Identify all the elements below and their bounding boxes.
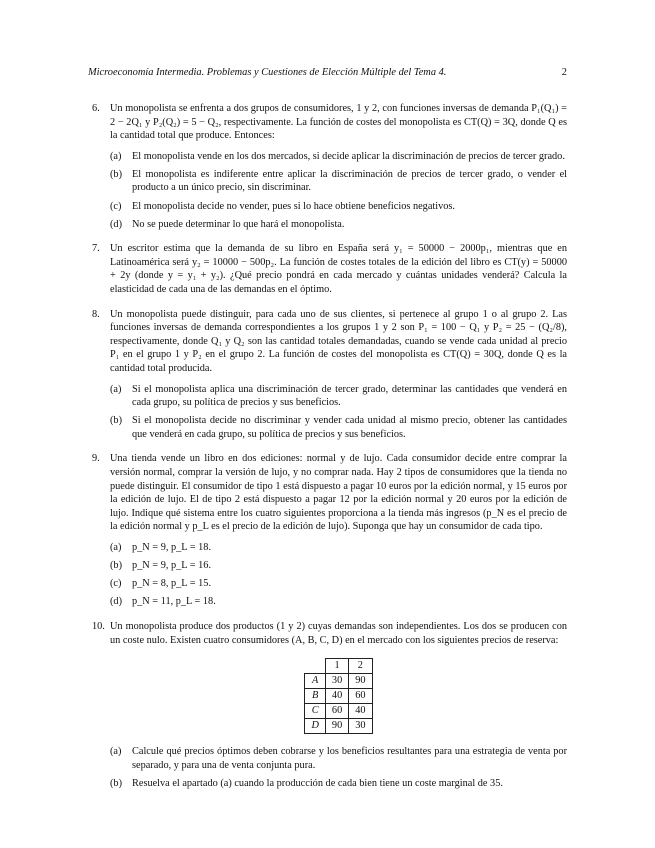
option-b [110, 414, 567, 441]
table-cell: 90 [325, 719, 348, 734]
option-label: (b) [110, 560, 123, 572]
table-header-row [305, 659, 372, 674]
consumer-cell: C [305, 704, 325, 719]
option-label: (d) [110, 596, 123, 608]
options [110, 541, 567, 609]
table-cell: 40 [349, 704, 372, 719]
option-c [110, 577, 567, 591]
option-d [110, 218, 567, 232]
table-cell: 30 [325, 674, 348, 689]
option-label: (b) [110, 415, 123, 427]
option-label: (d) [110, 218, 123, 230]
table-cell: 40 [325, 689, 348, 704]
option-label: (c) [110, 200, 122, 212]
option-c [110, 200, 567, 214]
consumer-cell: B [305, 689, 325, 704]
option-a [110, 150, 567, 164]
options [110, 383, 567, 442]
table-header: 1 [325, 659, 348, 674]
option-label: (b) [110, 168, 123, 180]
table-row [305, 704, 372, 719]
table-row [305, 689, 372, 704]
problem-7 [88, 242, 567, 296]
option-label: (c) [110, 578, 122, 590]
table-corner [305, 659, 325, 674]
options [110, 150, 567, 231]
option-label: (a) [110, 150, 122, 162]
option-text: El monopolista es indiferente entre aplicar la discriminación de precios de tercer grado, o vender el producto a un único precio, sin discriminar. [132, 168, 567, 194]
problem-number: 6. [92, 103, 100, 114]
option-b [110, 168, 567, 195]
header-title: Microeconomía Intermedia. Problemas y Cuestiones de Elección Múltiple del Tema 4. [88, 67, 447, 78]
table-row [305, 674, 372, 689]
problem-text: Un monopolista se enfrenta a dos grupos de consumidores, 1 y 2, con funciones inversas de demanda P₁(Q₁) = 2 − 2Q₁ y P₂(Q₂) = 5 − Q₂, respectivamente. La función de costes del monopolista es CT(Q) = 3Q, donde Q es la cantidad total que produce. Entonces: [110, 103, 567, 142]
option-text: No se puede determinar lo que hará el monopolista. [132, 218, 345, 230]
table-cell: 60 [349, 689, 372, 704]
option-a [110, 745, 567, 772]
option-a [110, 541, 567, 555]
problem-text: Un monopolista produce dos productos (1 y 2) cuyas demandas son independientes. Los dos se producen con un coste nulo. Existen cuatro consumidores (A, B, C, D) en el mercado con los siguientes precios de reserva: [110, 620, 567, 646]
option-text: Si el monopolista decide no discriminar y vender cada unidad al mismo precio, obtener las cantidades que venderá en cada grupo, su política de precios y sus beneficios. [132, 415, 567, 440]
option-a [110, 383, 567, 410]
option-label: (b) [110, 777, 123, 789]
problem-text: Un escritor estima que la demanda de su libro en España será y₁ = 50000 − 2000p₁, mientras que en Latinoamérica será y₂ = 10000 − 500p₂. La función de costes totales de la edición del libro es CT(y) = 50000 + 2y (donde y = y₁ + y₂). ¿Qué precio pondrá en cada mercado y cuántas unidades venderá? Calcula la elasticidad de cada una de las demandas en el óptimo. [110, 243, 567, 296]
reservation-price-table [304, 658, 372, 734]
option-label: (a) [110, 383, 122, 395]
problem-text: Un monopolista puede distinguir, para cada uno de sus clientes, si pertenece al grupo 1 o al grupo 2. Las funciones inversas de demanda correspondientes a los grupos 1 y 2 son P₁ = 100 − Q₁ y P₂ = 25 − (Q₂/8), respectivamente, donde Q₁ y Q₂ son las cantidad totales demandadas, cuando se vende cada unidad al precio P₁ en el grupo 1 y P₂ en el grupo 2. La función de costes del monopolista es CT(Q) = 30Q, donde Q es la cantidad total producida. [110, 308, 567, 374]
options [110, 745, 567, 790]
option-b [110, 777, 567, 791]
table-cell: 90 [349, 674, 372, 689]
problem-number: 10. [92, 620, 105, 632]
problem-number: 7. [92, 243, 100, 255]
option-text: El monopolista vende en los dos mercados, si decide aplicar la discriminación de precios de tercer grado. [132, 150, 565, 162]
option-text: p_N = 11, p_L = 18. [132, 596, 216, 608]
option-label: (a) [110, 542, 122, 554]
option-text: Si el monopolista aplica una discriminación de tercer grado, determinar las cantidades que venderá en cada grupo, su política de precios y sus beneficios. [132, 383, 567, 409]
option-text: p_N = 8, p_L = 15. [132, 578, 212, 590]
table-cell: 60 [325, 704, 348, 719]
table-row [305, 719, 372, 734]
problem-8 [88, 308, 567, 442]
problem-list [88, 102, 567, 801]
option-d [110, 595, 567, 609]
consumer-cell: D [305, 719, 325, 734]
problem-number: 9. [92, 453, 100, 465]
problem-text: Una tienda vende un libro en dos ediciones: normal y de lujo. Cada consumidor decide entre comprar la versión normal, comprar la versión de lujo, y no comprar nada. Hay 2 tipos de consumidores que la tienda no puede distinguir. El consumidor de tipo 1 está dispuesto a pagar 10 euros por la edición normal, y 15 euros por la edición de lujo. El de tipo 2 está dispuesto a pagar 12 por la edición normal y 20 euros por la edición de lujo. Indique qué sistema entre los cuatro siguientes proporciona a la tienda más ingresos (p_N es el precio de la edición normal y p_L es el precio de la edición de lujo). Suponga que hay un consumidor de cada tipo. [110, 453, 567, 533]
problem-6 [88, 102, 567, 231]
problem-10 [88, 620, 567, 790]
option-text: Resuelva el apartado (a) cuando la producción de cada bien tiene un coste marginal de 35. [132, 777, 503, 789]
table-cell: 30 [349, 719, 372, 734]
problem-number: 8. [92, 308, 100, 320]
problem-9 [88, 452, 567, 608]
option-text: p_N = 9, p_L = 16. [132, 560, 212, 572]
option-text: Calcule qué precios óptimos deben cobrarse y los beneficios resultantes para una estrategia de venta por separado, y para una de venta conjunta pura. [132, 746, 567, 771]
option-b [110, 559, 567, 573]
option-label: (a) [110, 746, 122, 758]
table-header: 2 [349, 659, 372, 674]
page-number: 2 [561, 67, 567, 78]
option-text: El monopolista decide no vender, pues si lo hace obtiene beneficios negativos. [132, 200, 455, 212]
option-text: p_N = 9, p_L = 18. [132, 542, 212, 554]
running-header [88, 67, 567, 78]
consumer-cell: A [305, 674, 325, 689]
